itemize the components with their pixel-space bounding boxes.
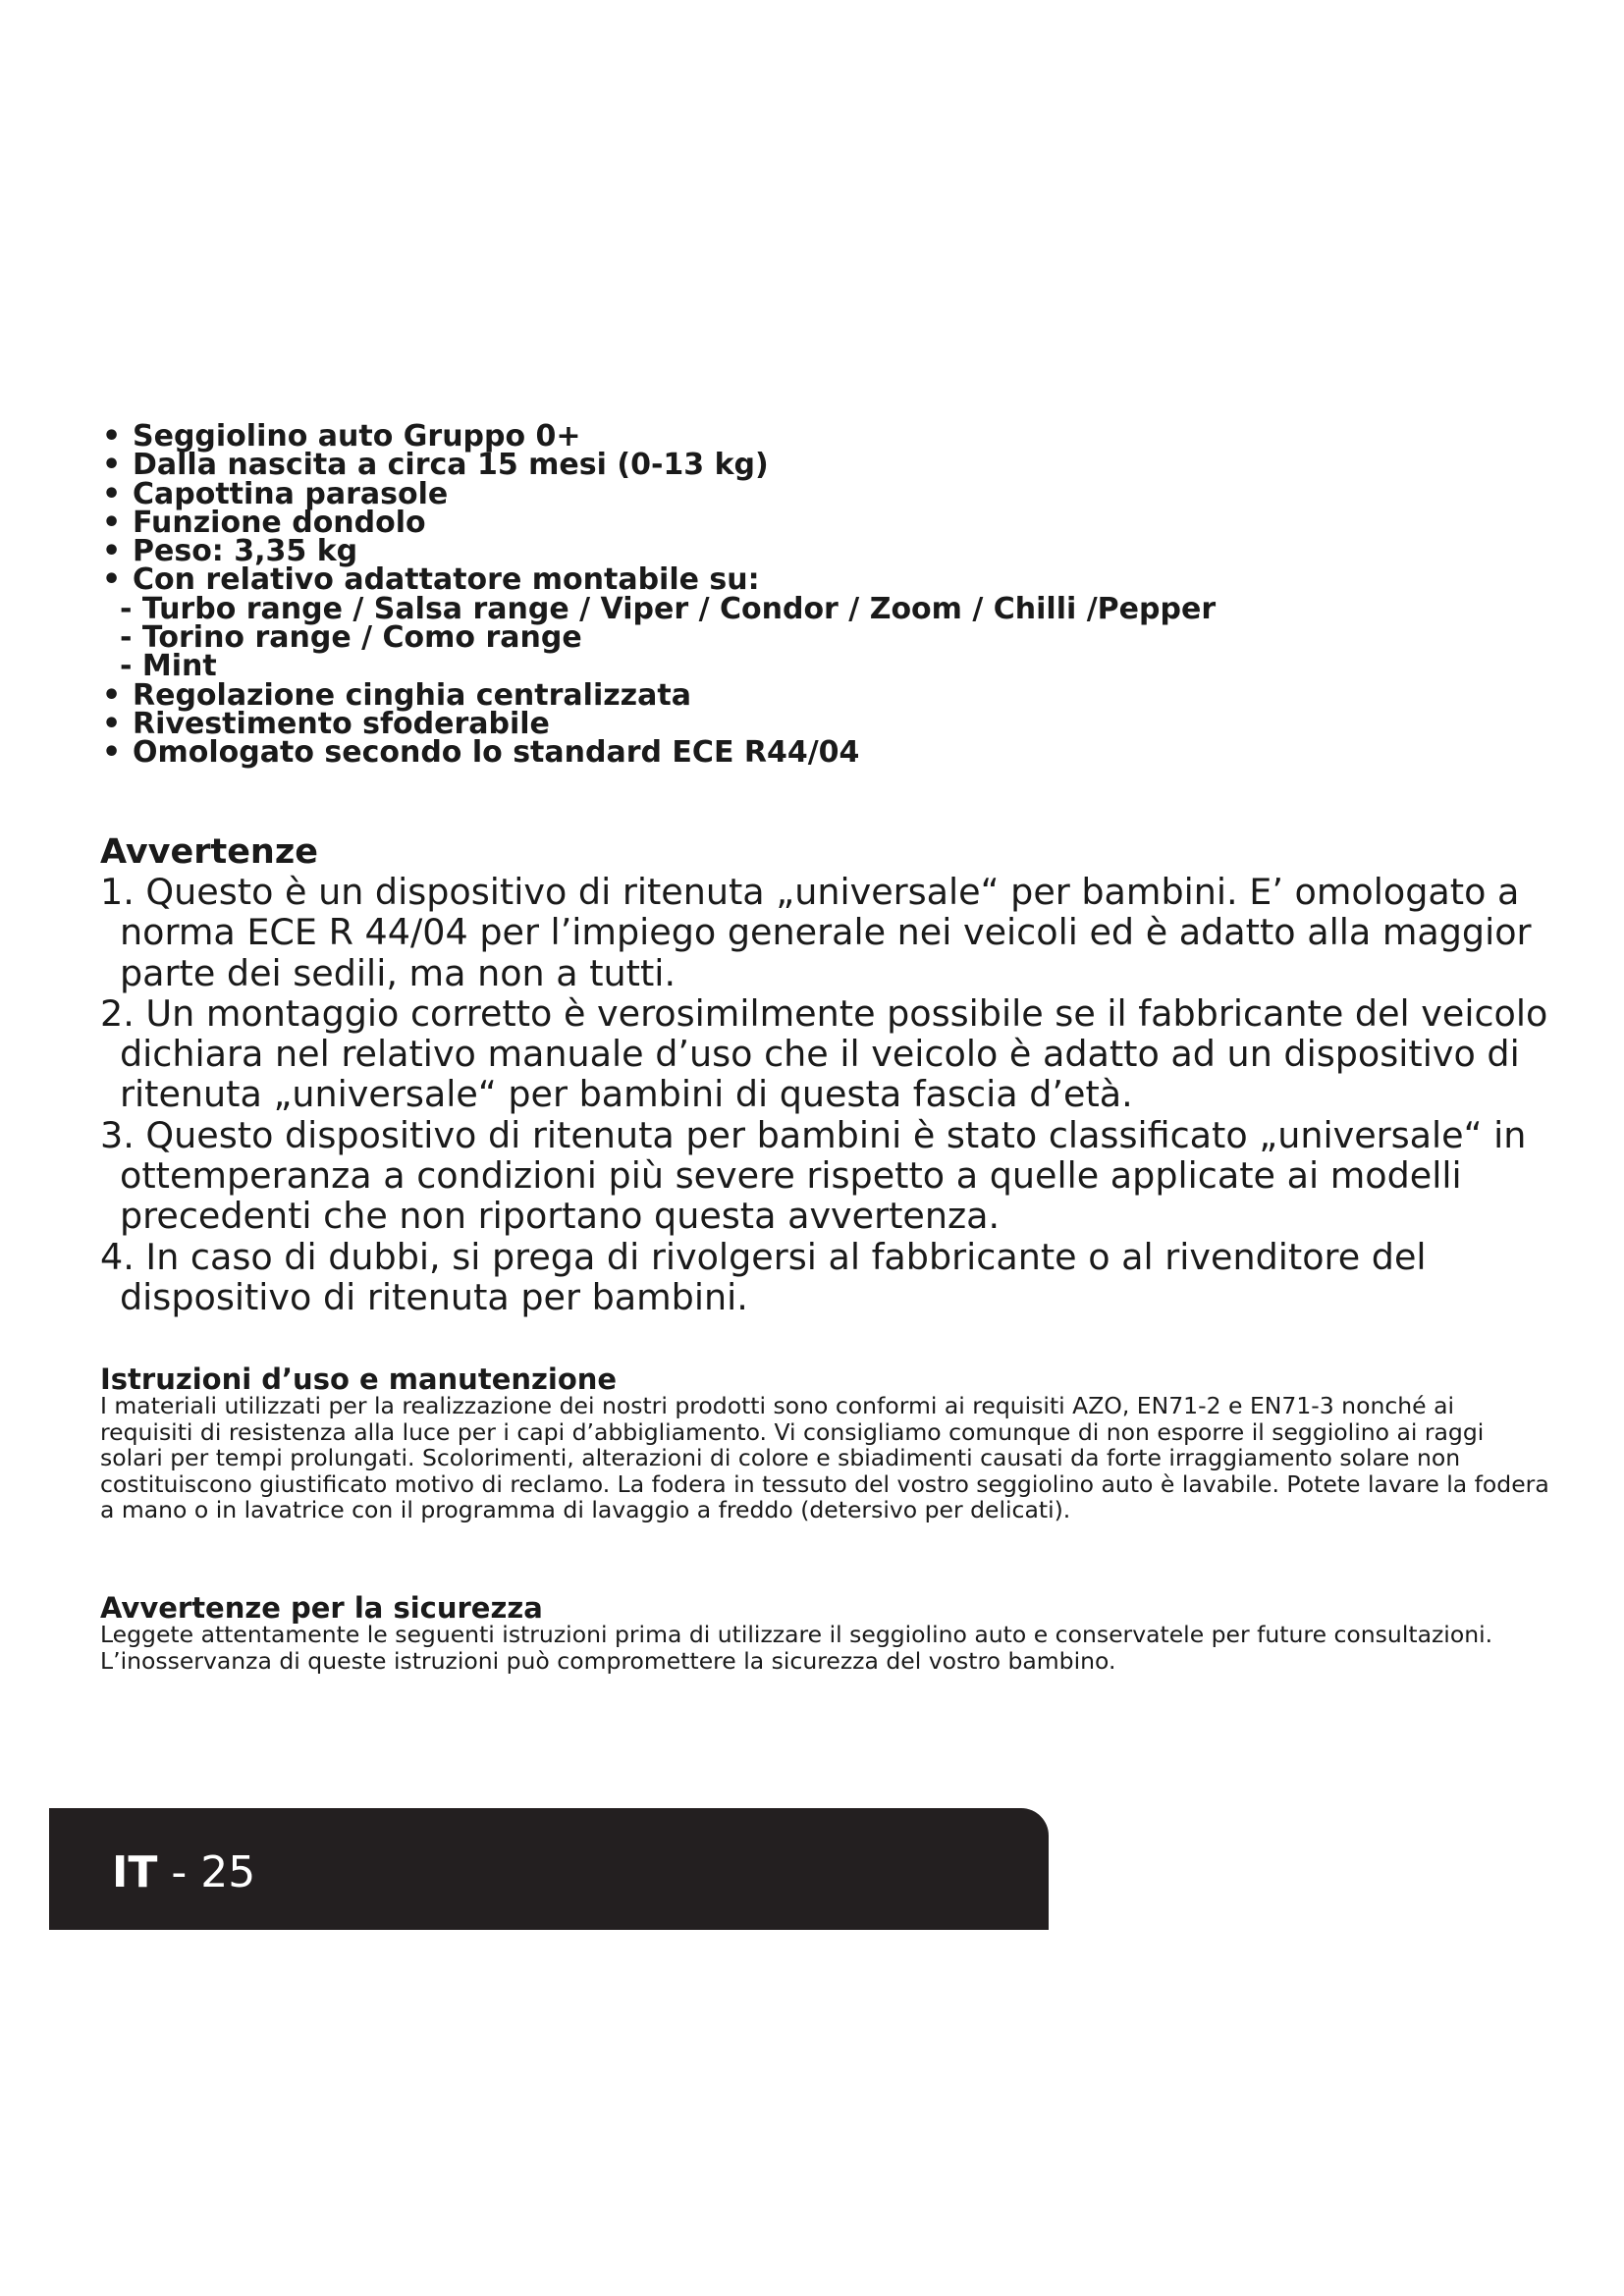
instructions-section — [100, 1362, 1553, 1523]
feature-item — [102, 419, 1555, 454]
feature-text: Dalla nascita a circa 15 mesi (0-13 kg) — [133, 448, 769, 483]
feature-item — [102, 706, 1555, 741]
instructions-body: I materiali utilizzati per la realizzazione dei nostri prodotti sono conformi ai requisiti AZO, EN71-2 e EN71-3 nonché ai requisiti di resistenza alla luce per i capi d’abbigliamento. Vi consigliamo comunque di non esporre il seggiolino ai raggi solari per tempi prolungati. Scolorimenti, alterazioni di colore e sbiadimenti causati da forte irraggiamento solare non costituiscono giustificato motivo di reclamo. La fodera in tessuto del vostro seggiolino auto è lavabile. Potete lavare la fodera a mano o in lavatrice con il programma di lavaggio a freddo (detersivo per delicati). — [100, 1392, 1549, 1523]
safety-section — [100, 1591, 1553, 1675]
bullet-icon: • — [102, 505, 122, 540]
feature-subitem — [102, 591, 1555, 626]
warning-item: 2. Un montaggio corretto è verosimilmente possibile se il fabbricante del veicolo dichiara nel relativo manuale d’uso che il veicolo è adatto ad un dispositivo di ritenuta „universale“ per bambini di questa fascia d’età. — [100, 991, 1548, 1116]
warnings-title: Avvertenze — [100, 832, 318, 872]
warnings-section — [100, 832, 1553, 1317]
bullet-icon: • — [102, 448, 122, 483]
language-code: IT — [112, 1847, 158, 1897]
bullet-icon: • — [102, 562, 122, 598]
bullet-icon: • — [102, 534, 122, 569]
feature-item — [102, 677, 1555, 713]
warning-item: 1. Questo è un dispositivo di ritenuta „universale“ per bambini. E’ omologato a norma ECE R 44/04 per l’impiego generale nei veicoli ed è adatto alla maggior parte dei sedili, ma non a tutti. — [100, 871, 1532, 994]
bullet-icon: • — [102, 419, 122, 454]
feature-subitem — [102, 649, 1555, 684]
feature-text: - Turbo range / Salsa range / Viper / Condor / Zoom / Chilli /Pepper — [120, 591, 1217, 626]
bullet-icon: • — [102, 476, 122, 511]
instructions-title: Istruzioni d’uso e manutenzione — [100, 1362, 618, 1396]
page-footer-bar — [49, 1808, 1049, 1930]
feature-text: Peso: 3,35 kg — [133, 534, 358, 569]
bullet-icon: • — [102, 735, 122, 771]
feature-item — [102, 534, 1555, 569]
warning-item: 3. Questo dispositivo di ritenuta per bambini è stato classificato „universale“ in ottemperanza a condizioni più severe rispetto a quelle applicate ai modelli precedenti che non riportano questa avvertenza. — [100, 1113, 1527, 1238]
feature-item — [102, 476, 1555, 511]
feature-text: Regolazione cinghia centralizzata — [133, 677, 691, 713]
feature-item — [102, 505, 1555, 540]
safety-title: Avvertenze per la sicurezza — [100, 1591, 543, 1625]
bullet-icon: • — [102, 706, 122, 741]
page-label — [112, 1847, 255, 1898]
page-number: 25 — [200, 1847, 256, 1897]
feature-text: Capottina parasole — [133, 476, 449, 511]
bullet-icon: • — [102, 677, 122, 713]
feature-text: - Torino range / Como range — [120, 620, 582, 656]
safety-body: Leggete attentamente le seguenti istruzioni prima di utilizzare il seggiolino auto e conservatele per future consultazioni. L’inosservanza di queste istruzioni può compromettere la sicurezza del vostro bambino. — [100, 1621, 1493, 1675]
feature-subitem — [102, 620, 1555, 656]
warnings-list — [100, 872, 1553, 1317]
page-separator: - — [157, 1847, 201, 1897]
feature-text: Con relativo adattatore montabile su: — [133, 562, 760, 598]
feature-text: Seggiolino auto Gruppo 0+ — [133, 419, 581, 454]
warning-item: 4. In caso di dubbi, si prega di rivolgersi al fabbricante o al rivenditore del dispositivo di ritenuta per bambini. — [100, 1235, 1427, 1318]
feature-item — [102, 735, 1555, 771]
feature-text: Omologato secondo lo standard ECE R44/04 — [133, 735, 860, 771]
feature-item — [102, 562, 1555, 598]
feature-item — [102, 448, 1555, 483]
feature-text: Rivestimento sfoderabile — [133, 706, 550, 741]
feature-text: Funzione dondolo — [133, 505, 426, 540]
feature-text: - Mint — [120, 649, 217, 684]
feature-list — [102, 419, 1555, 771]
